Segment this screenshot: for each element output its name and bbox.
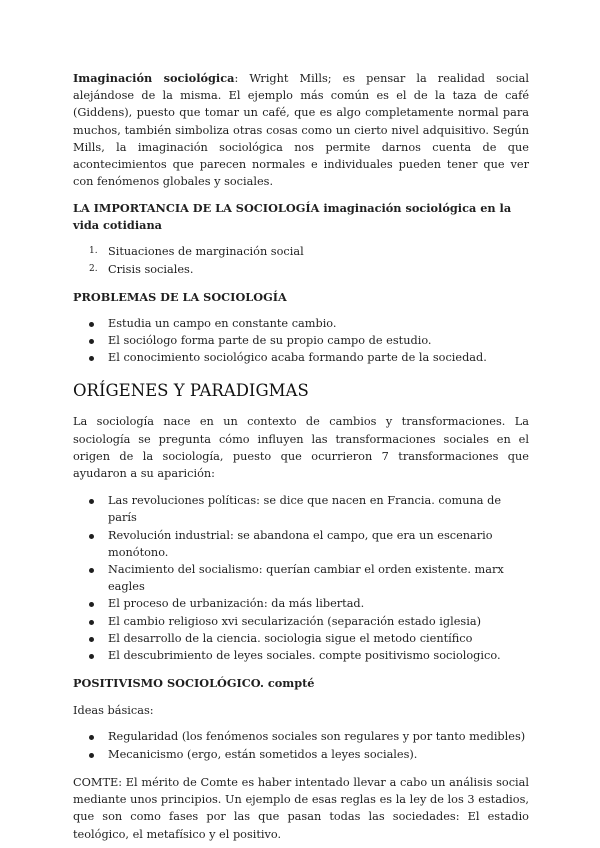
document-page — [73, 70, 529, 843]
intro-term: Imaginación sociológica — [73, 71, 235, 85]
list-item — [73, 332, 529, 349]
list-item-text: El proceso de urbanización: da más libertad. — [108, 597, 365, 611]
bullet-icon — [89, 356, 94, 361]
positivismo-heading: POSITIVISMO SOCIOLÓGICO. compté — [73, 676, 315, 691]
list-item — [73, 243, 529, 260]
list-item-text: Crisis sociales. — [108, 262, 194, 276]
list-number: 2. — [89, 263, 98, 274]
list-item-text: El descubrimiento de leyes sociales. compte positivismo sociologico. — [108, 649, 501, 663]
origenes-paragraph: La sociología nace en un contexto de cambios y transformaciones. La sociología se pregunta cómo influyen las transformaciones sociales en el origen de la sociología, puesto que ocurrieron 7 transformaciones que ayudaron a su aparición: — [73, 415, 529, 481]
bullet-icon — [89, 568, 94, 573]
importancia-list — [73, 243, 529, 277]
list-item — [73, 349, 529, 366]
list-item-text: Revolución industrial: se abandona el campo, que era un escenario monótono. — [108, 528, 493, 559]
bullet-icon — [89, 322, 94, 327]
list-item-text: Estudia un campo en constante cambio. — [108, 316, 337, 330]
list-item — [73, 728, 529, 745]
list-number: 1. — [89, 246, 98, 257]
list-item-text: El cambio religioso xvi secularización (separación estado iglesia) — [108, 614, 481, 628]
list-item — [73, 613, 529, 630]
origenes-heading: ORÍGENES Y PARADIGMAS — [73, 381, 309, 401]
list-item-text: Nacimiento del socialismo: querían cambiar el orden existente. marx eagles — [108, 563, 504, 594]
ideas-basicas-label: Ideas básicas: — [73, 704, 154, 718]
importancia-heading: LA IMPORTANCIA DE LA SOCIOLOGÍA imaginación sociológica en la vida cotidiana — [73, 201, 512, 233]
list-item-text: Regularidad (los fenómenos sociales son regulares y por tanto medibles) — [108, 730, 526, 744]
list-item-text: El desarrollo de la ciencia. sociologia sigue el metodo científico — [108, 631, 473, 645]
bullet-icon — [89, 534, 94, 539]
list-item-text: El conocimiento sociológico acaba formando parte de la sociedad. — [108, 351, 487, 365]
list-item — [73, 647, 529, 664]
bullet-icon — [89, 602, 94, 607]
problemas-heading: PROBLEMAS DE LA SOCIOLOGÍA — [73, 289, 287, 304]
bullet-icon — [89, 499, 94, 504]
bullet-icon — [89, 753, 94, 758]
comte-paragraph: COMTE: El mérito de Comte es haber intentado llevar a cabo un análisis social mediante unos principios. Un ejemplo de esas reglas es la ley de los 3 estadios, que son como fases por las que pasan todas las sociedades: El estadio teológico, el metafísico y el positivo. — [73, 775, 529, 841]
list-item — [73, 315, 529, 332]
list-item — [73, 746, 529, 763]
list-item — [73, 492, 529, 526]
list-item — [73, 261, 529, 278]
list-item-text: El sociólogo forma parte de su propio campo de estudio. — [108, 334, 432, 348]
list-item-text: Situaciones de marginación social — [108, 245, 304, 259]
list-item-text: Mecanicismo (ergo, están sometidos a leyes sociales). — [108, 747, 418, 761]
list-item — [73, 595, 529, 612]
bullet-icon — [89, 620, 94, 625]
list-item — [73, 527, 529, 561]
positivismo-list — [73, 728, 529, 762]
bullet-icon — [89, 735, 94, 740]
list-item — [73, 630, 529, 647]
intro-text: : Wright Mills; es pensar la realidad social alejándose de la misma. El ejemplo más común es el de la taza de café (Giddens), puesto que tomar un café, que es algo completamente normal para muchos, también simboliza otras cosas como un cierto nivel adquisitivo. Según Mills, la imaginación sociológica nos permite darnos cuenta de que acontecimientos que parecen normales e individuales pueden tener que ver con fenómenos globales y sociales. — [73, 72, 529, 189]
bullet-icon — [89, 637, 94, 642]
list-item — [73, 561, 529, 595]
bullet-icon — [89, 654, 94, 659]
problemas-list — [73, 315, 529, 367]
intro-paragraph — [73, 70, 529, 190]
bullet-icon — [89, 339, 94, 344]
origenes-list — [73, 492, 529, 664]
list-item-text: Las revoluciones políticas: se dice que nacen en Francia. comuna de parís — [108, 494, 502, 525]
